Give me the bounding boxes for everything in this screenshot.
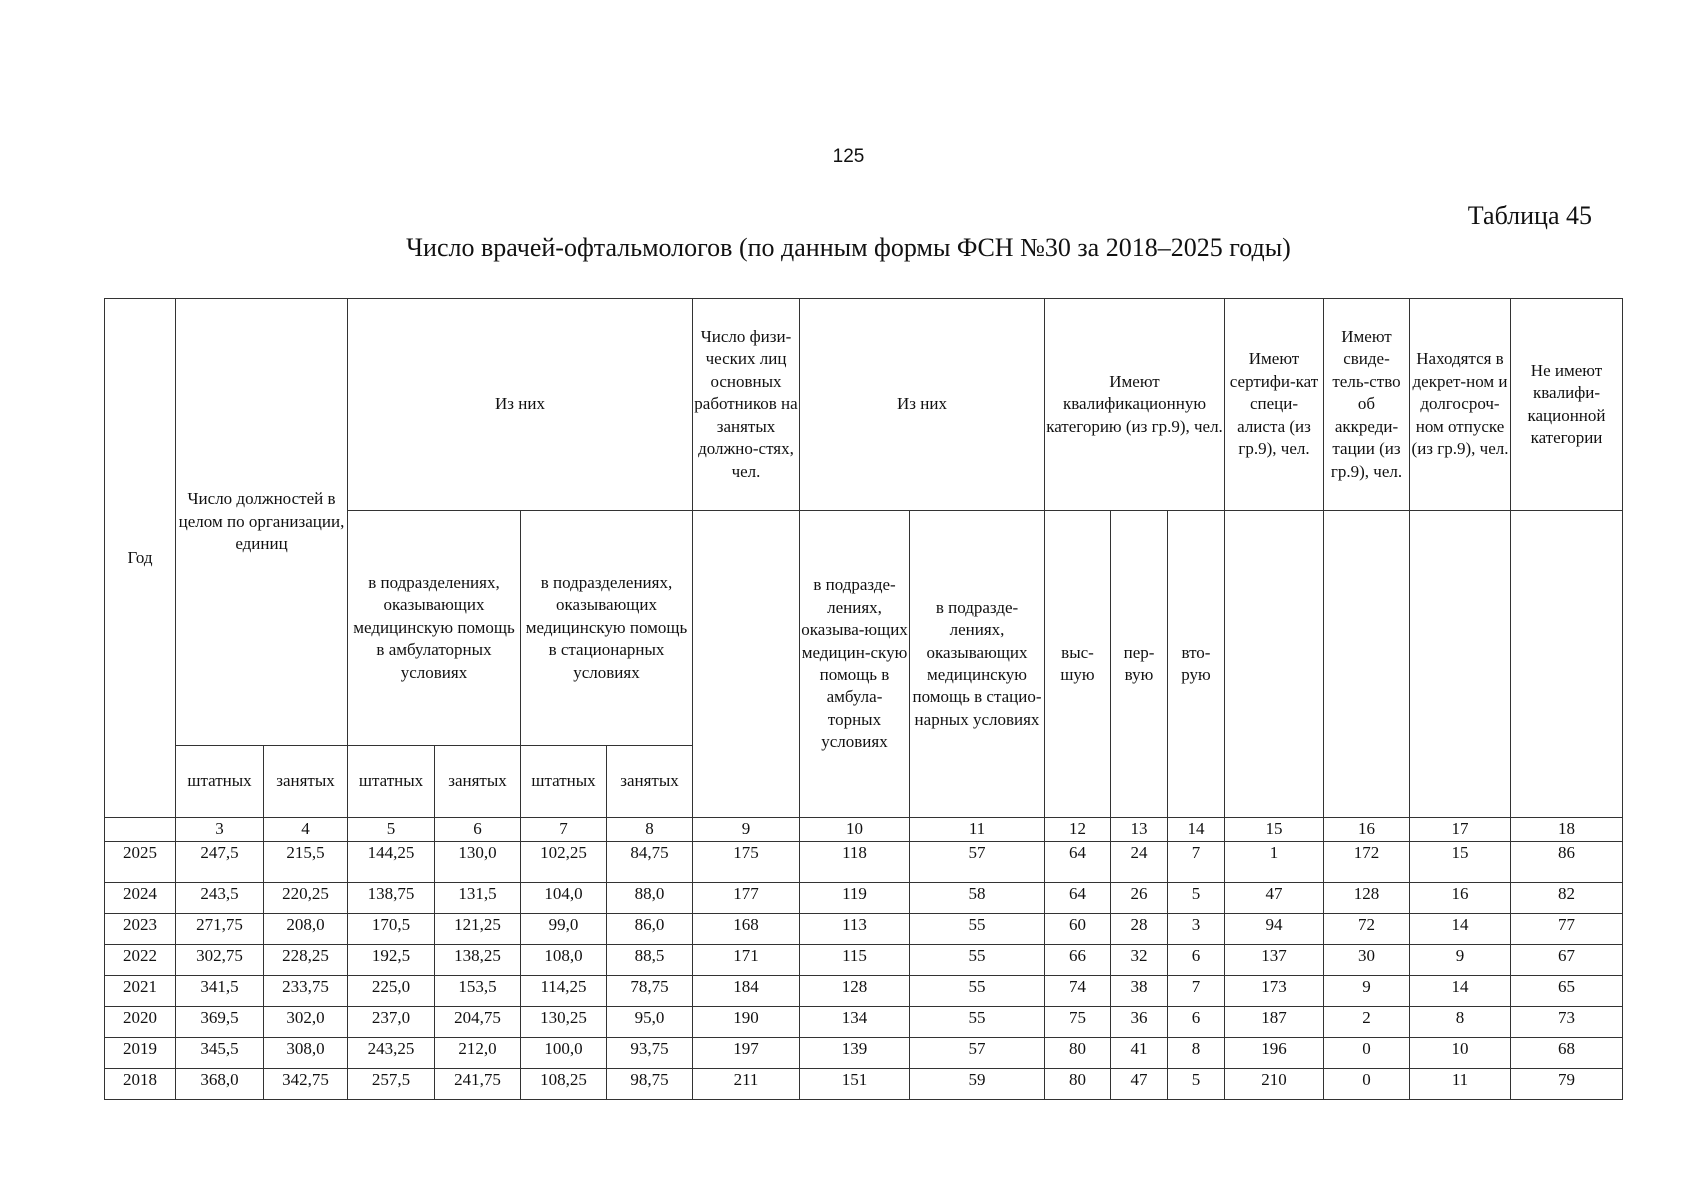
value-cell: 212,0 [435,1038,521,1069]
value-cell: 93,75 [607,1038,693,1069]
value-cell: 77 [1511,914,1623,945]
column-number: 18 [1511,818,1623,842]
value-cell: 138,25 [435,945,521,976]
value-cell: 86,0 [607,914,693,945]
value-cell: 114,25 [521,976,607,1007]
header-ambulatory-units-persons: в подразде-лениях, оказыва-ющих медицин-скую помощь в амбула-торных условиях [800,511,910,818]
table-row [105,842,1623,883]
header-occupied: занятых [264,746,348,818]
header-staff: штатных [521,746,607,818]
value-cell: 175 [693,842,800,883]
header-highest-category: выс-шую [1045,511,1111,818]
column-number: 11 [910,818,1045,842]
value-cell: 24 [1111,842,1168,883]
column-number: 3 [176,818,264,842]
header-empty-cell [1324,511,1410,818]
value-cell: 14 [1410,914,1511,945]
value-cell: 82 [1511,883,1623,914]
value-cell: 78,75 [607,976,693,1007]
value-cell: 211 [693,1069,800,1100]
value-cell: 66 [1045,945,1111,976]
header-year: Год [105,299,176,818]
value-cell: 204,75 [435,1007,521,1038]
value-cell: 131,5 [435,883,521,914]
value-cell: 115 [800,945,910,976]
value-cell: 8 [1168,1038,1225,1069]
value-cell: 369,5 [176,1007,264,1038]
column-number: 14 [1168,818,1225,842]
value-cell: 80 [1045,1038,1111,1069]
value-cell: 55 [910,914,1045,945]
value-cell: 100,0 [521,1038,607,1069]
value-cell: 102,25 [521,842,607,883]
table-row [105,1007,1623,1038]
column-number: 13 [1111,818,1168,842]
value-cell: 5 [1168,1069,1225,1100]
value-cell: 16 [1410,883,1511,914]
value-cell: 172 [1324,842,1410,883]
value-cell: 47 [1225,883,1324,914]
value-cell: 57 [910,842,1045,883]
value-cell: 153,5 [435,976,521,1007]
value-cell: 121,25 [435,914,521,945]
column-number: 7 [521,818,607,842]
value-cell: 75 [1045,1007,1111,1038]
value-cell: 8 [1410,1007,1511,1038]
table-title: Число врачей-офтальмологов (по данным формы ФСН №30 за 2018–2025 годы) [406,233,1291,262]
value-cell: 308,0 [264,1038,348,1069]
value-cell: 10 [1410,1038,1511,1069]
header-positions-total: Число должностей в целом по организации, единиц [176,299,348,746]
value-cell: 243,25 [348,1038,435,1069]
value-cell: 60 [1045,914,1111,945]
value-cell: 55 [910,976,1045,1007]
value-cell: 197 [693,1038,800,1069]
header-accreditation: Имеют свиде-тель-ство об аккреди-тации (из гр.9), чел. [1324,299,1410,511]
column-number-empty [105,818,176,842]
value-cell: 108,0 [521,945,607,976]
value-cell: 68 [1511,1038,1623,1069]
value-cell: 11 [1410,1069,1511,1100]
value-cell: 241,75 [435,1069,521,1100]
value-cell: 128 [800,976,910,1007]
value-cell: 14 [1410,976,1511,1007]
year-cell: 2018 [105,1069,176,1100]
value-cell: 215,5 [264,842,348,883]
value-cell: 74 [1045,976,1111,1007]
column-number: 17 [1410,818,1511,842]
value-cell: 36 [1111,1007,1168,1038]
column-number: 10 [800,818,910,842]
value-cell: 5 [1168,883,1225,914]
table-body [105,842,1623,1100]
value-cell: 28 [1111,914,1168,945]
doctors-table [104,298,1623,1100]
header-of-them-persons: Из них [800,299,1045,511]
year-cell: 2019 [105,1038,176,1069]
value-cell: 84,75 [607,842,693,883]
value-cell: 243,5 [176,883,264,914]
header-empty-cell [1225,511,1324,818]
table-row [105,945,1623,976]
column-number: 5 [348,818,435,842]
year-cell: 2025 [105,842,176,883]
value-cell: 137 [1225,945,1324,976]
value-cell: 64 [1045,842,1111,883]
value-cell: 144,25 [348,842,435,883]
column-number: 6 [435,818,521,842]
value-cell: 302,0 [264,1007,348,1038]
value-cell: 108,25 [521,1069,607,1100]
table-label: Таблица 45 [1467,201,1592,230]
value-cell: 177 [693,883,800,914]
column-number: 9 [693,818,800,842]
value-cell: 55 [910,1007,1045,1038]
header-occupied: занятых [607,746,693,818]
header-first-category: пер-вую [1111,511,1168,818]
value-cell: 228,25 [264,945,348,976]
value-cell: 41 [1111,1038,1168,1069]
value-cell: 119 [800,883,910,914]
column-numbers-row [105,818,1623,842]
value-cell: 6 [1168,945,1225,976]
value-cell: 65 [1511,976,1623,1007]
value-cell: 225,0 [348,976,435,1007]
header-inpatient-units: в подразделениях, оказывающих медицинскую помощь в стационарных условиях [521,511,693,746]
value-cell: 0 [1324,1069,1410,1100]
column-number: 8 [607,818,693,842]
header-staff: штатных [348,746,435,818]
value-cell: 73 [1511,1007,1623,1038]
value-cell: 26 [1111,883,1168,914]
value-cell: 173 [1225,976,1324,1007]
table-row [105,1038,1623,1069]
value-cell: 32 [1111,945,1168,976]
value-cell: 88,0 [607,883,693,914]
value-cell: 6 [1168,1007,1225,1038]
header-qualification: Имеют квалификационную категорию (из гр.9), чел. [1045,299,1225,511]
value-cell: 38 [1111,976,1168,1007]
value-cell: 345,5 [176,1038,264,1069]
header-ambulatory-units: в подразделениях, оказывающих медицинскую помощь в амбулаторных условиях [348,511,521,746]
value-cell: 113 [800,914,910,945]
value-cell: 1 [1225,842,1324,883]
value-cell: 247,5 [176,842,264,883]
year-cell: 2021 [105,976,176,1007]
value-cell: 94 [1225,914,1324,945]
value-cell: 196 [1225,1038,1324,1069]
value-cell: 9 [1410,945,1511,976]
value-cell: 104,0 [521,883,607,914]
value-cell: 171 [693,945,800,976]
value-cell: 30 [1324,945,1410,976]
column-number: 16 [1324,818,1410,842]
column-number: 15 [1225,818,1324,842]
table-row [105,1069,1623,1100]
column-number: 4 [264,818,348,842]
header-empty-cell [1410,511,1511,818]
value-cell: 86 [1511,842,1623,883]
value-cell: 233,75 [264,976,348,1007]
value-cell: 168 [693,914,800,945]
value-cell: 237,0 [348,1007,435,1038]
value-cell: 72 [1324,914,1410,945]
value-cell: 88,5 [607,945,693,976]
value-cell: 2 [1324,1007,1410,1038]
value-cell: 170,5 [348,914,435,945]
value-cell: 3 [1168,914,1225,945]
header-physical-persons: Число физи-ческих лиц основных работников на занятых должно-стях, чел. [693,299,800,511]
year-cell: 2024 [105,883,176,914]
value-cell: 95,0 [607,1007,693,1038]
value-cell: 220,25 [264,883,348,914]
value-cell: 7 [1168,842,1225,883]
year-cell: 2023 [105,914,176,945]
header-maternity-leave: Находятся в декрет-ном и долгосроч-ном отпуске (из гр.9), чел. [1410,299,1511,511]
value-cell: 187 [1225,1007,1324,1038]
value-cell: 342,75 [264,1069,348,1100]
value-cell: 55 [910,945,1045,976]
value-cell: 64 [1045,883,1111,914]
value-cell: 58 [910,883,1045,914]
value-cell: 271,75 [176,914,264,945]
value-cell: 9 [1324,976,1410,1007]
value-cell: 99,0 [521,914,607,945]
value-cell: 184 [693,976,800,1007]
value-cell: 118 [800,842,910,883]
value-cell: 192,5 [348,945,435,976]
value-cell: 134 [800,1007,910,1038]
value-cell: 79 [1511,1069,1623,1100]
value-cell: 210 [1225,1069,1324,1100]
value-cell: 80 [1045,1069,1111,1100]
value-cell: 130,0 [435,842,521,883]
header-empty-cell [693,511,800,818]
header-staff: штатных [176,746,264,818]
year-cell: 2020 [105,1007,176,1038]
value-cell: 67 [1511,945,1623,976]
table-row [105,883,1623,914]
header-no-category: Не имеют квалифи-кационной категории [1511,299,1623,511]
value-cell: 128 [1324,883,1410,914]
page-number: 125 [832,146,865,167]
value-cell: 47 [1111,1069,1168,1100]
value-cell: 7 [1168,976,1225,1007]
value-cell: 208,0 [264,914,348,945]
value-cell: 98,75 [607,1069,693,1100]
header-empty-cell [1511,511,1623,818]
table-row [105,914,1623,945]
value-cell: 368,0 [176,1069,264,1100]
header-certificate: Имеют сертифи-кат специ-алиста (из гр.9), чел. [1225,299,1324,511]
header-inpatient-units-persons: в подразде-лениях, оказывающих медицинскую помощь в стацио-нарных условиях [910,511,1045,818]
value-cell: 0 [1324,1038,1410,1069]
value-cell: 341,5 [176,976,264,1007]
year-cell: 2022 [105,945,176,976]
value-cell: 257,5 [348,1069,435,1100]
value-cell: 302,75 [176,945,264,976]
value-cell: 138,75 [348,883,435,914]
value-cell: 190 [693,1007,800,1038]
header-second-category: вто-рую [1168,511,1225,818]
value-cell: 151 [800,1069,910,1100]
table-row [105,976,1623,1007]
column-number: 12 [1045,818,1111,842]
value-cell: 57 [910,1038,1045,1069]
value-cell: 130,25 [521,1007,607,1038]
value-cell: 139 [800,1038,910,1069]
header-occupied: занятых [435,746,521,818]
value-cell: 15 [1410,842,1511,883]
header-of-them-positions: Из них [348,299,693,511]
value-cell: 59 [910,1069,1045,1100]
